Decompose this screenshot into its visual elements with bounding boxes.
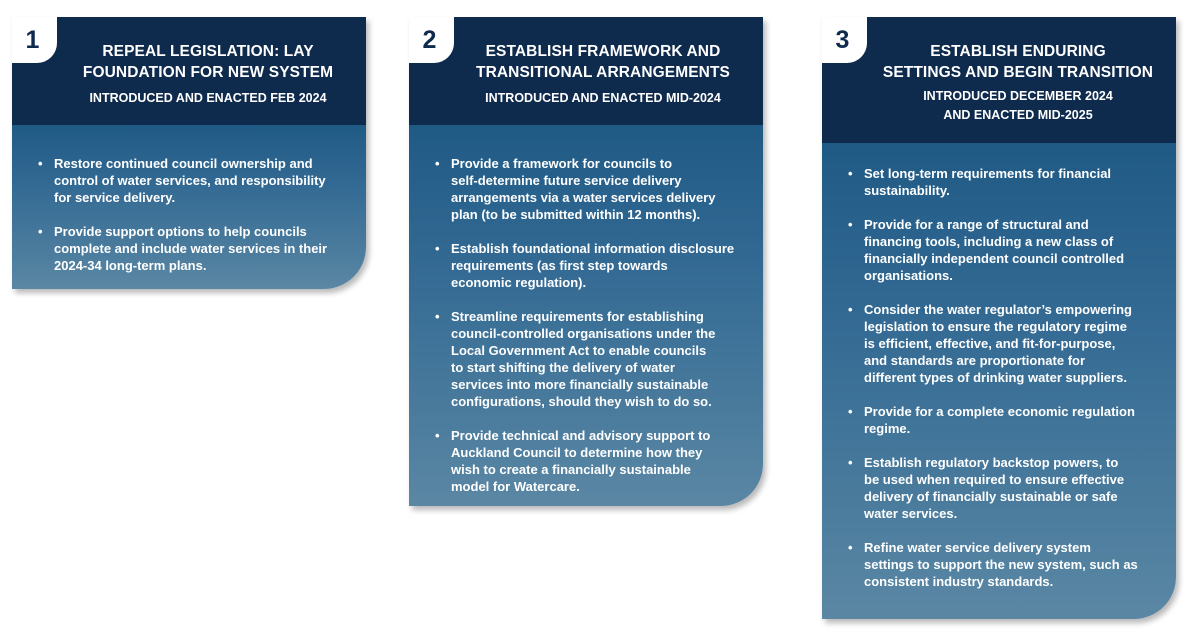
list-item: • Consider the water regulator’s empowering legislation to ensure the regulatory regime is efficient, effective, and fit-for-purpose, and standards are proportionate for different types of drinking water suppliers.	[864, 301, 1164, 386]
list-item: • Streamline requirements for establishing council-controlled organisations under the Local Government Act to enable councils to start shifting the delivery of water services into more financially sustainable configurations, should they wish to do so.	[451, 308, 751, 410]
list-item: • Establish regulatory backstop powers, to be used when required to ensure effective delivery of financially sustainable or safe water services.	[864, 454, 1164, 522]
stage-1-number-badge: 1	[12, 17, 57, 63]
stage-2-body	[409, 125, 763, 506]
stage-2-header	[409, 17, 763, 125]
stage-3-list	[842, 165, 1164, 590]
stage-2-subtitle: INTRODUCED AND ENACTED MID-2024	[485, 91, 721, 105]
list-item: • Provide technical and advisory support to Auckland Council to determine how they wish to create a financially sustainable model for Watercare.	[451, 427, 751, 495]
stage-2-list	[429, 155, 751, 495]
stage-3-number-badge: 3	[822, 17, 867, 63]
stage-3-title: ESTABLISH ENDURING SETTINGS AND BEGIN TRANSITION	[882, 43, 1154, 81]
stage-1-list	[32, 155, 352, 274]
stage-3-header	[822, 17, 1176, 143]
stage-3-subtitle: INTRODUCED DECEMBER 2024 AND ENACTED MID-2025	[923, 89, 1113, 122]
stage-2-number-badge: 2	[409, 17, 454, 63]
list-item: • Provide a framework for councils to self-determine future service delivery arrangements via a water services delivery plan (to be submitted within 12 months).	[451, 155, 751, 223]
list-item: • Establish foundational information disclosure requirements (as first step towards economic regulation).	[451, 240, 751, 291]
stage-2-title: ESTABLISH FRAMEWORK AND TRANSITIONAL ARRANGEMENTS	[476, 43, 730, 81]
list-item: • Set long-term requirements for financial sustainability.	[864, 165, 1164, 199]
stage-3-card	[822, 17, 1176, 619]
list-item: • Provide support options to help councils complete and include water services in their 2024-34 long-term plans.	[54, 223, 352, 274]
stage-3-body	[822, 143, 1176, 619]
stage-1-subtitle: INTRODUCED AND ENACTED FEB 2024	[89, 91, 327, 105]
stage-1-header	[12, 17, 366, 125]
stage-2-card	[409, 17, 763, 506]
stage-1-title: REPEAL LEGISLATION: LAY FOUNDATION FOR NEW SYSTEM	[82, 43, 334, 81]
list-item: • Refine water service delivery system settings to support the new system, such as consistent industry standards.	[864, 539, 1164, 590]
list-item: • Provide for a complete economic regulation regime.	[864, 403, 1164, 437]
stage-1-card	[12, 17, 366, 289]
stage-1-body	[12, 125, 366, 289]
list-item: • Provide for a range of structural and financing tools, including a new class of financially independent council controlled organisations.	[864, 216, 1164, 284]
list-item: • Restore continued council ownership and control of water services, and responsibility for service delivery.	[54, 155, 352, 206]
